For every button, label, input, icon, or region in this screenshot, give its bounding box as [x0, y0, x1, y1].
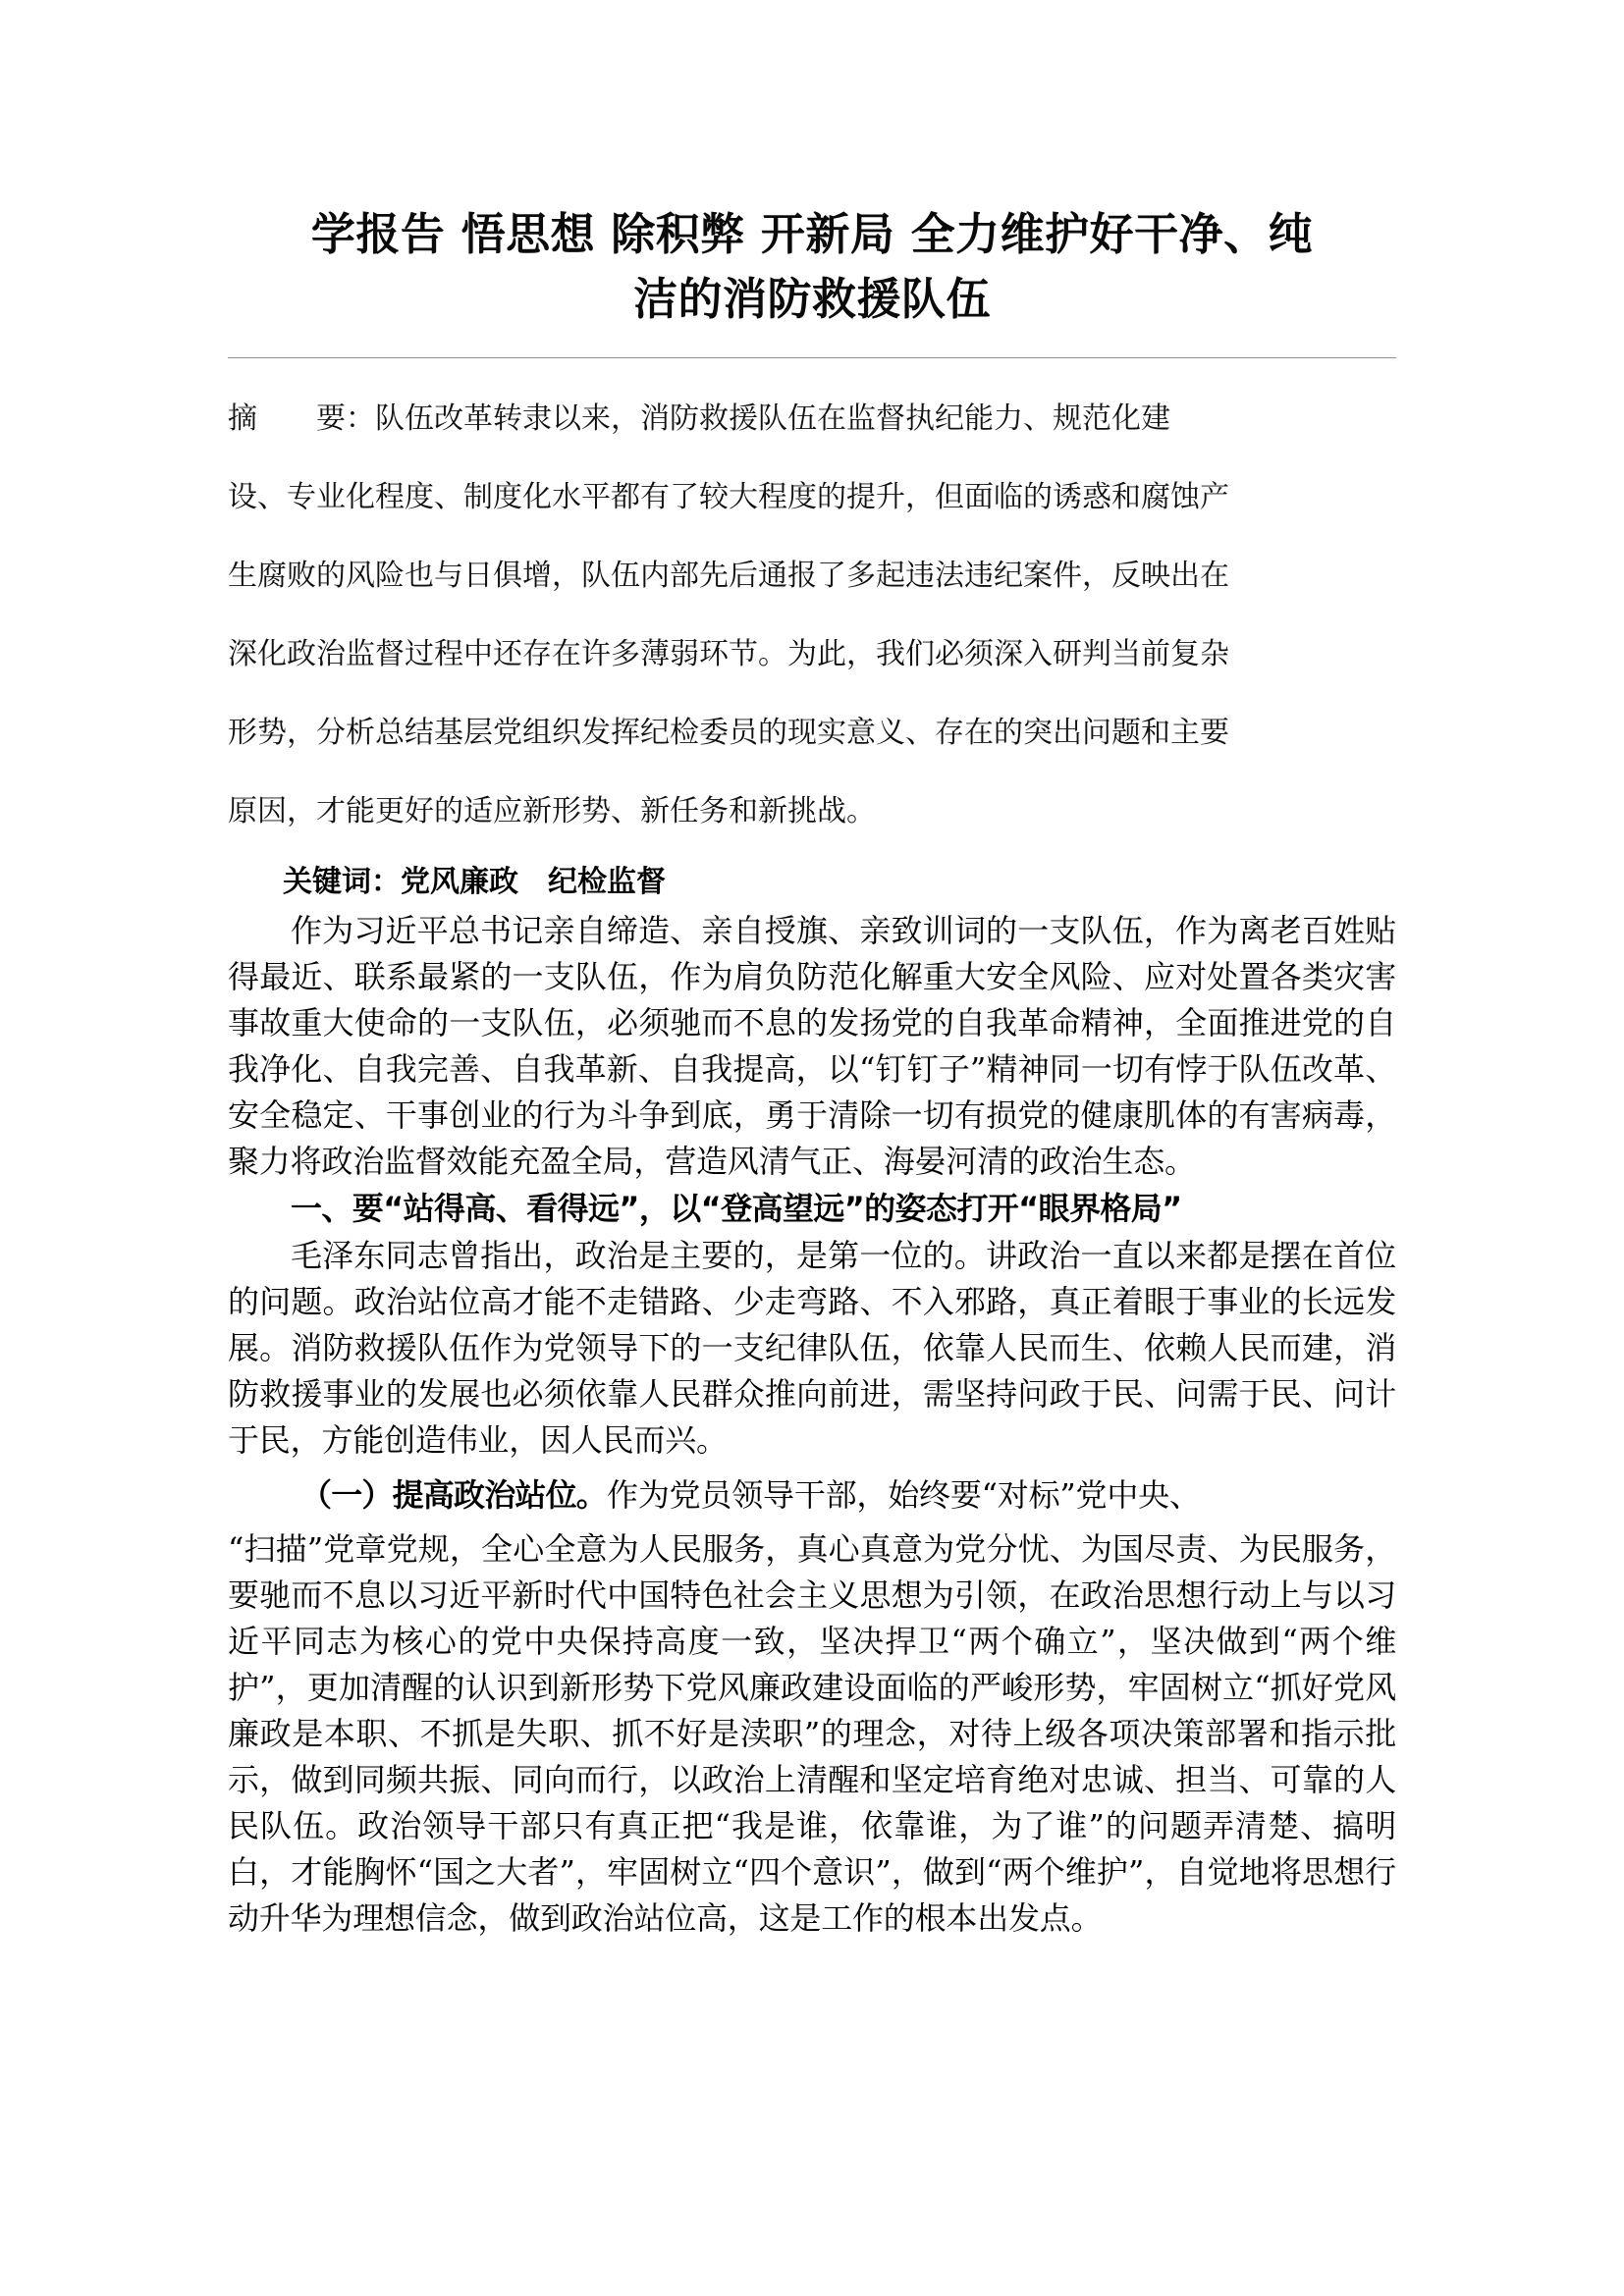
body-paragraph-2: 毛泽东同志曾指出，政治是主要的，是第一位的。讲政治一直以来都是摆在首位的问题。政治站位高才能不走错路、少走弯路、不入邪路，真正着眼于事业的长远发展。消防救援队伍作为党领导下的一支纪律队伍，依靠人民而生、依赖人民而建，消防救援事业的发展也必须依靠人民群众推向前进，需坚持问政于民、问需于民、问计于民，方能创造伟业，因人民而兴。	[228, 1237, 1396, 1459]
abstract-line: 形势，分析总结基层党组织发挥纪检委员的现实意义、存在的突出问题和主要	[228, 716, 1229, 750]
abstract-line: 设、专业化程度、制度化水平都有了较大程度的提升，但面临的诱惑和腐蚀产	[228, 480, 1229, 514]
body-paragraph-1: 作为习近平总书记亲自缔造、亲自授旗、亲致训词的一支队伍，作为离老百姓贴得最近、联系最紧的一支队伍，作为肩负防范化解重大安全风险、应对处置各类灾害事故重大使命的一支队伍，必须驰而不息的发扬党的自我革命精神，全面推进党的自我净化、自我完善、自我革新、自我提高，以“钉钉子”精神同一切有悖于队伍改革、安全稳定、干事创业的行为斗争到底，勇于清除一切有损党的健康肌体的有害病毒，聚力将政治监督效能充盈全局，营造风清气正、海晏河清的政治生态。	[228, 912, 1396, 1180]
section-heading-1: 一、要“站得高、看得远”，以“登高望远”的姿态打开“眼界格局”	[291, 1190, 1182, 1227]
page-content	[228, 0, 1396, 1942]
abstract-line: 原因，才能更好的适应新形势、新任务和新挑战。	[228, 794, 876, 828]
abstract-block	[228, 358, 1396, 851]
page-title-line-1: 学报告 悟思想 除积弊 开新局 全力维护好干净、纯	[310, 208, 1314, 260]
subsection-heading-1-tail: 作为党员领导干部，始终要“对标”党中央、	[607, 1476, 1201, 1514]
abstract-line: 摘 要：队伍改革转隶以来，消防救援队伍在监督执纪能力、规范化建	[228, 401, 1170, 436]
body-paragraph-3: “扫描”党章党规，全心全意为人民服务，真心真意为党分忧、为国尽责、为民服务，要驰而不息以习近平新时代中国特色社会主义思想为引领，在政治思想行动上与以习近平同志为核心的党中央保持高度一致，坚决捍卫“两个确立”，坚决做到“两个维护”，更加清醒的认识到新形势下党风廉政建设面临的严峻形势，牢固树立“抓好党风廉政是本职、不抓是失职、抓不好是渎职”的理念，对待上级各项决策部署和指示批示，做到同频共振、同向而行，以政治上清醒和坚定培育绝对忠诚、担当、可靠的人民队伍。政治领导干部只有真正把“我是谁，依靠谁，为了谁”的问题弄清楚、搞明白，才能胸怀“国之大者”，牢固树立“四个意识”，做到“两个维护”，自觉地将思想行动升华为理想信念，做到政治站位高，这是工作的根本出发点。	[228, 1530, 1396, 1937]
keywords-line: 关键词：党风廉政 纪检监督	[283, 865, 666, 899]
subsection-heading-1: （一）提高政治站位。	[300, 1476, 608, 1514]
subsection-heading-1-line	[228, 1464, 1396, 1526]
abstract-line: 生腐败的风险也与日俱增，队伍内部先后通报了多起违法违纪案件，反映出在	[228, 559, 1229, 593]
page-title	[228, 0, 1396, 332]
abstract-line: 深化政治监督过程中还存在许多薄弱环节。为此，我们必须深入研判当前复杂	[228, 637, 1229, 671]
page-title-line-2: 洁的消防救援队伍	[632, 273, 991, 325]
